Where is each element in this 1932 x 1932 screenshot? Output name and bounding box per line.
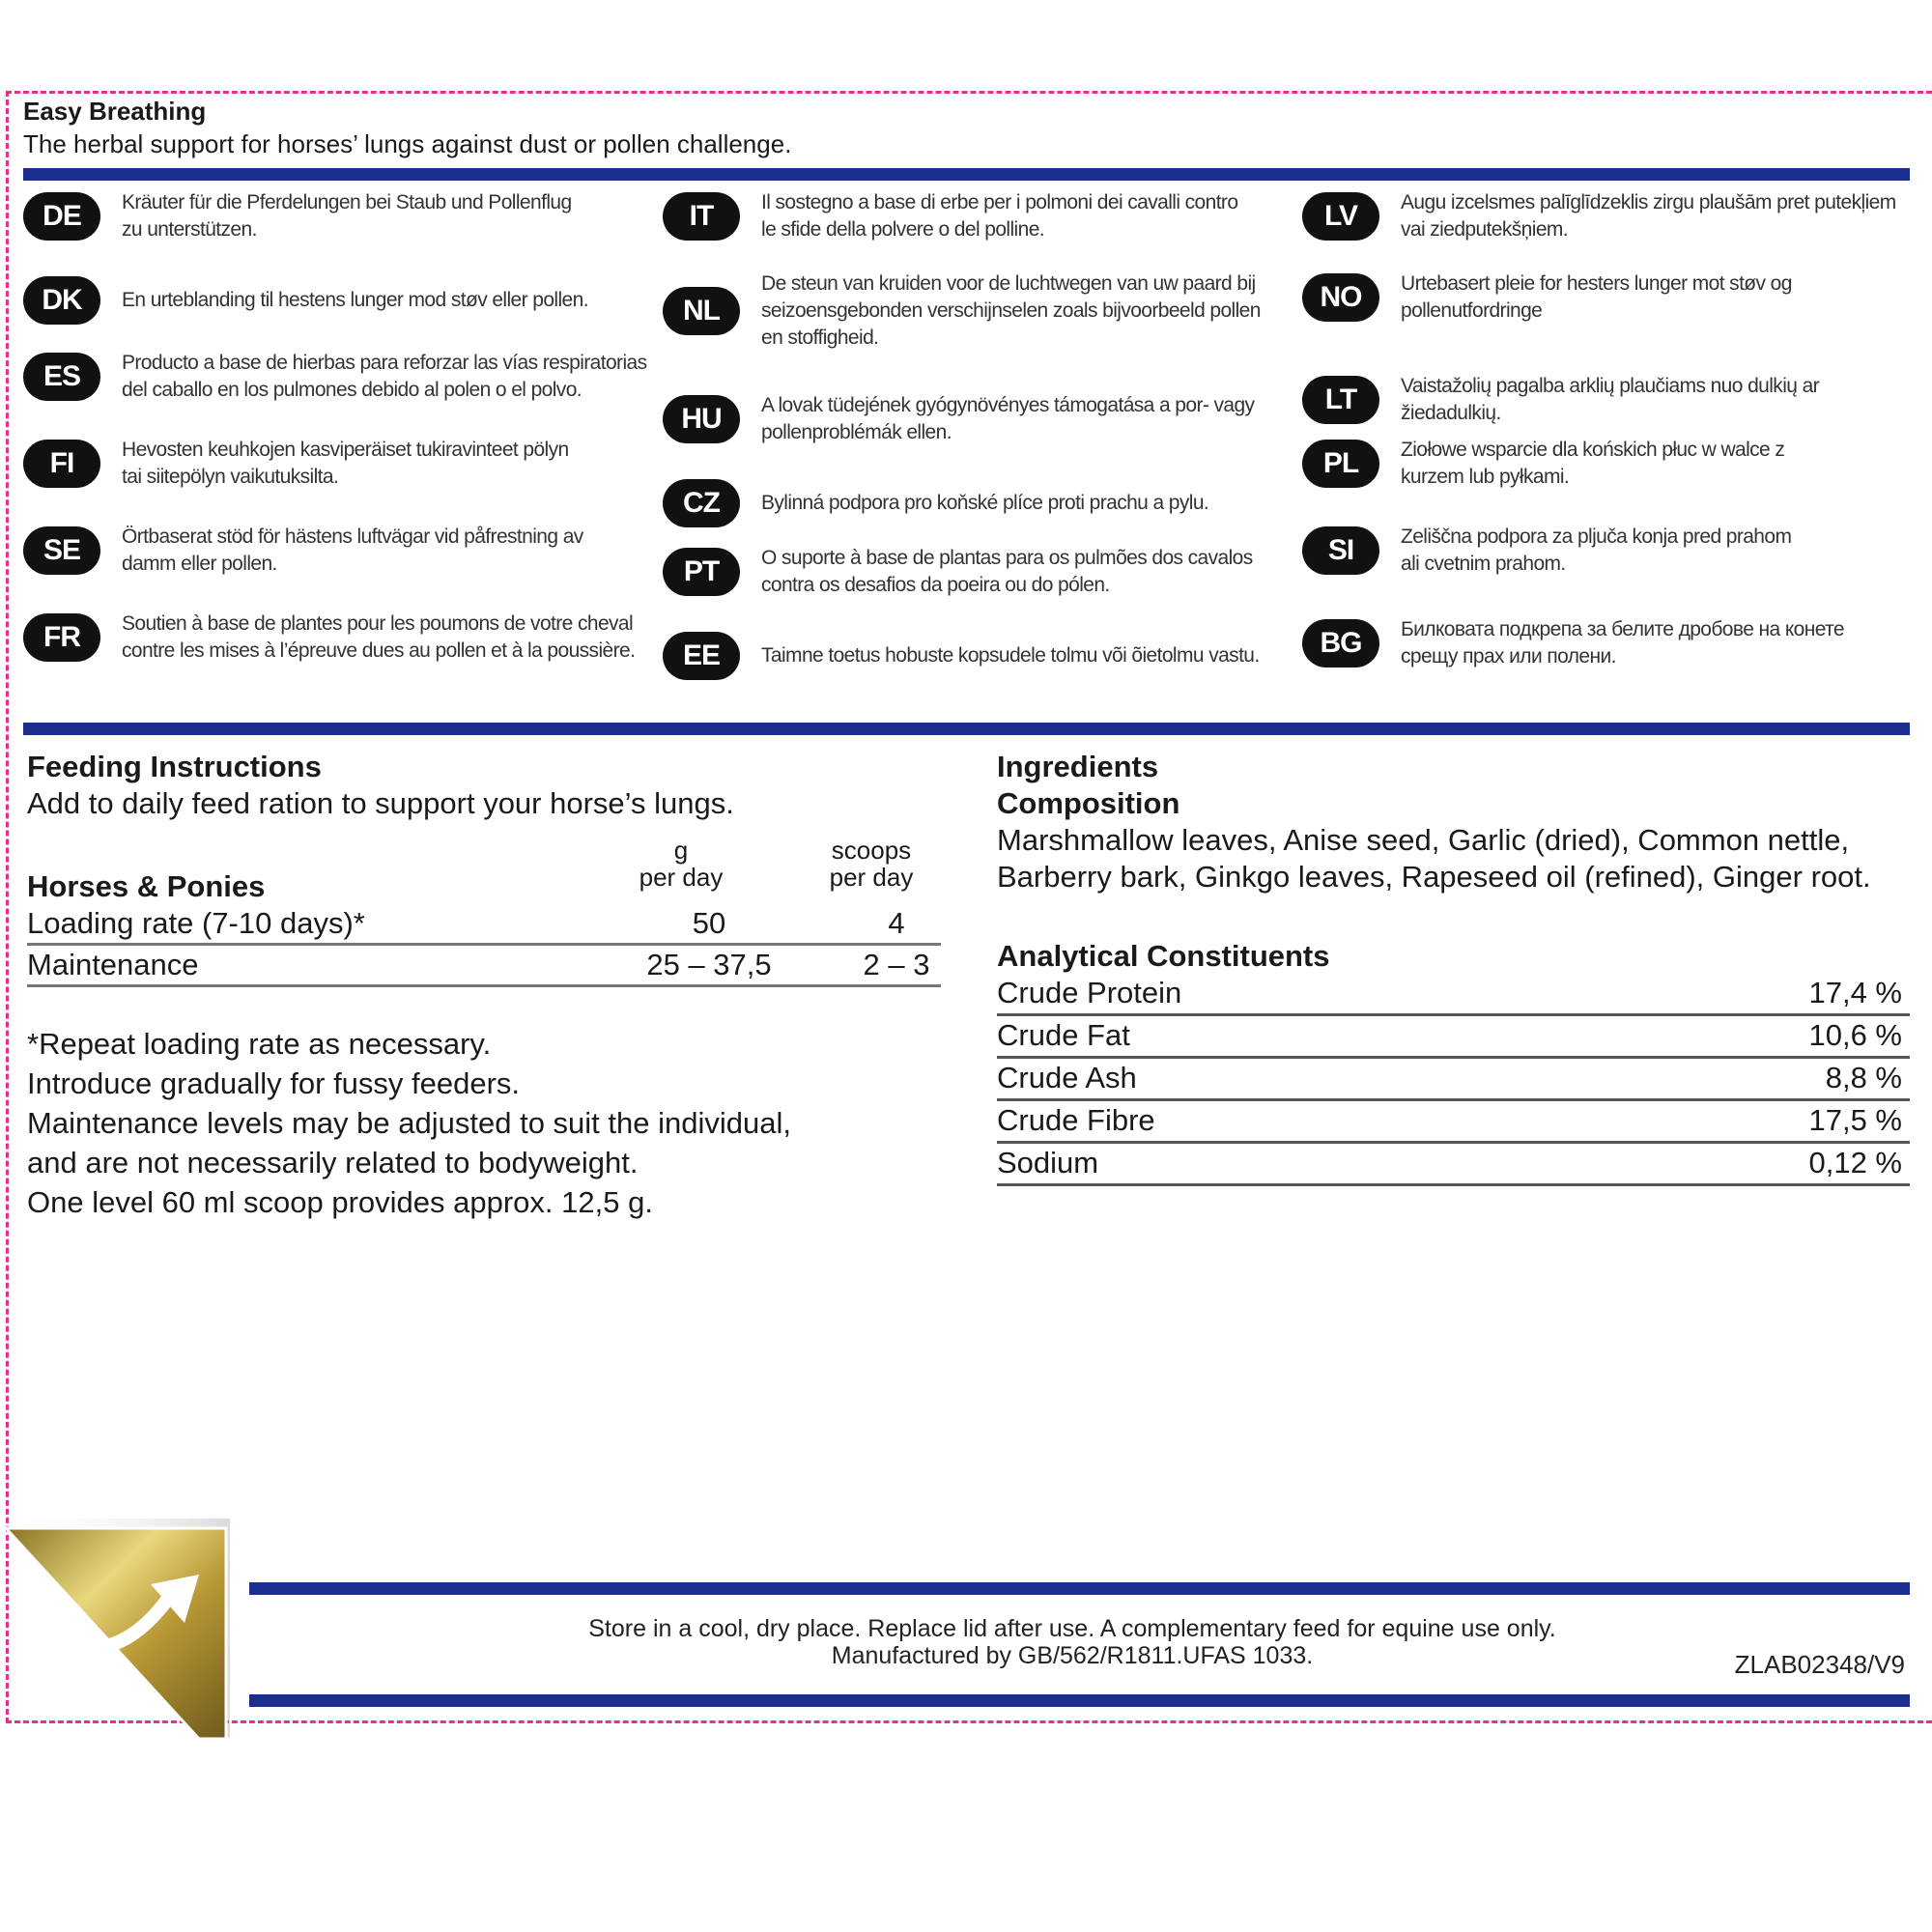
column-grams-header: g per day	[639, 836, 724, 892]
row-scoops: 4	[888, 906, 905, 940]
language-badge: IT	[663, 192, 740, 241]
language-text: Urtebasert pleie for hesters lunger mot støv og pollenutfordringe	[1401, 272, 1792, 322]
middle-rule	[23, 723, 1910, 735]
language-row-lv	[1302, 189, 1920, 243]
composition-line-2: Barberry bark, Ginkgo leaves, Rapeseed oil (refined), Ginger root.	[997, 860, 1871, 894]
composition-line-1: Marshmallow leaves, Anise seed, Garlic (dried), Common nettle,	[997, 823, 1850, 857]
top-rule	[23, 168, 1910, 181]
row-label: Loading rate (7-10 days)*	[27, 906, 365, 940]
language-badge: PL	[1302, 440, 1379, 488]
language-text: Il sostegno a base di erbe per i polmoni dei cavalli contro le sfide della polvere o del polline.	[761, 191, 1238, 241]
feeding-intro: Add to daily feed ration to support your horse’s lungs.	[27, 786, 734, 820]
constituent-value: 0,12 %	[1808, 1146, 1902, 1179]
language-badge: DE	[23, 192, 100, 241]
constituent-value: 17,4 %	[1808, 976, 1902, 1009]
row-grams: 25 – 37,5	[646, 948, 772, 981]
constituent-value: 10,6 %	[1808, 1018, 1902, 1052]
note-line: Maintenance levels may be adjusted to suit the individual,	[27, 1106, 791, 1140]
constituent-value: 17,5 %	[1808, 1103, 1902, 1137]
product-title: Easy Breathing	[23, 97, 207, 126]
constituent-name: Crude Fat	[997, 1018, 1130, 1052]
language-row-bg	[1302, 616, 1920, 670]
language-badge: SI	[1302, 526, 1379, 575]
language-column-2	[663, 189, 1300, 682]
language-badge: FI	[23, 440, 100, 488]
language-text: Vaistažolių pagalba arklių plaučiams nuo dulkių ar žiedadulkių.	[1401, 375, 1820, 424]
language-row-dk	[23, 276, 661, 325]
composition-heading: Composition	[997, 786, 1180, 820]
feeding-notes	[27, 1024, 791, 1222]
language-text: De steun van kruiden voor de luchtwegen van uw paard bij seizoensgebonden verschijnselen zoals bijvoorbeeld pollen en stoffigheid.	[761, 272, 1261, 349]
constituent-name: Crude Ash	[997, 1061, 1137, 1094]
language-row-no	[1302, 270, 1920, 325]
constituents-table	[997, 976, 1910, 1188]
language-text: A lovak tüdejének gyógynövényes támogatása a por- vagy pollenproblémák ellen.	[761, 394, 1255, 443]
note-line: Introduce gradually for fussy feeders.	[27, 1066, 521, 1100]
ingredients-heading: Ingredients	[997, 750, 1159, 783]
language-row-it	[663, 189, 1300, 243]
footer-bottom-rule	[249, 1694, 1910, 1707]
language-badge: NO	[1302, 273, 1379, 322]
note-line: and are not necessarily related to bodyweight.	[27, 1146, 639, 1179]
language-text: Zeliščna podpora za pljuča konja pred prahom ali cvetnim prahom.	[1401, 526, 1792, 575]
language-badge: CZ	[663, 479, 740, 527]
language-text: Augu izcelsmes palīglīdzeklis zirgu plaušām pret putekļiem vai ziedputekšņiem.	[1401, 191, 1896, 241]
language-row-hu	[663, 392, 1300, 446]
language-column-3	[1302, 189, 1920, 682]
language-text: Bylinná podpora pro koňské plíce proti prachu a pylu.	[761, 492, 1209, 514]
language-row-pl	[1302, 437, 1920, 491]
label-code: ZLAB02348/V9	[1734, 1650, 1905, 1679]
note-line: *Repeat loading rate as necessary.	[27, 1027, 492, 1061]
language-row-nl	[663, 270, 1300, 352]
language-row-lt	[1302, 373, 1920, 427]
language-text: Kräuter für die Pferdelungen bei Staub und Pollenflug zu unterstützen.	[122, 191, 572, 241]
feeding-table	[27, 904, 941, 987]
language-text: Hevosten keuhkojen kasviperäiset tukiravinteet pölyn tai siitepölyn vaikutuksilta.	[122, 439, 569, 488]
language-text: Ziołowe wsparcie dla końskich płuc w walce z kurzem lub pyłkami.	[1401, 439, 1785, 488]
column-scoops-header: scoops per day	[829, 836, 914, 892]
constituent-name: Crude Protein	[997, 976, 1182, 1009]
storage-line-2: Manufactured by GB/562/R1811.UFAS 1033.	[831, 1642, 1314, 1669]
language-badge: LT	[1302, 376, 1379, 424]
row-label: Maintenance	[27, 948, 199, 981]
footer-top-rule	[249, 1582, 1910, 1595]
language-text: Soutien à base de plantes pour les poumons de votre cheval contre les mises à l’épreuve dues au pollen et à la poussière.	[122, 612, 636, 662]
language-row-si	[1302, 524, 1920, 578]
language-row-ee	[663, 632, 1300, 680]
constituent-name: Sodium	[997, 1146, 1099, 1179]
product-subtitle: The herbal support for horses’ lungs against dust or pollen challenge.	[23, 129, 792, 158]
constituent-name: Crude Fibre	[997, 1103, 1155, 1137]
table-row	[27, 904, 941, 946]
language-row-se	[23, 524, 661, 578]
peel-corner-arrow-icon[interactable]	[6, 1519, 230, 1739]
language-badge: HU	[663, 395, 740, 443]
table-row	[997, 976, 1910, 1016]
language-row-pt	[663, 545, 1300, 599]
constituent-value: 8,8 %	[1825, 1061, 1902, 1094]
language-text: En urteblanding til hestens lunger mod støv eller pollen.	[122, 289, 588, 311]
language-text: Örtbaserat stöd för hästens luftvägar vid påfrestning av damm eller pollen.	[122, 526, 583, 575]
table-row	[997, 1018, 1910, 1059]
language-row-es	[23, 350, 661, 404]
language-column-1	[23, 189, 661, 682]
language-badge: PT	[663, 548, 740, 596]
language-badge: SE	[23, 526, 100, 575]
row-grams: 50	[692, 906, 726, 940]
language-badge: EE	[663, 632, 740, 680]
language-row-fr	[23, 611, 661, 665]
language-badge: FR	[23, 613, 100, 662]
analytical-heading: Analytical Constituents	[997, 939, 1330, 973]
language-row-fi	[23, 437, 661, 491]
feeding-group-heading: Horses & Ponies	[27, 869, 266, 903]
language-text: Taimne toetus hobuste kopsudele tolmu või õietolmu vastu.	[761, 644, 1260, 667]
row-scoops: 2 – 3	[863, 948, 930, 981]
language-badge: DK	[23, 276, 100, 325]
language-row-cz	[663, 479, 1300, 527]
feeding-heading: Feeding Instructions	[27, 750, 322, 783]
language-text: O suporte à base de plantas para os pulmões dos cavalos contra os desafios da poeira ou do pólen.	[761, 547, 1253, 596]
storage-line-1: Store in a cool, dry place. Replace lid after use. A complementary feed for equine use only.	[588, 1615, 1556, 1642]
table-row	[997, 1103, 1910, 1144]
language-badge: LV	[1302, 192, 1379, 241]
language-text: Producto a base de hierbas para reforzar las vías respiratorias del caballo en los pulmones debido al polen o el polvo.	[122, 352, 647, 401]
language-badge: BG	[1302, 619, 1379, 668]
language-grid	[23, 189, 1917, 682]
note-line: One level 60 ml scoop provides approx. 12,5 g.	[27, 1185, 653, 1219]
language-badge: NL	[663, 287, 740, 335]
language-row-de	[23, 189, 661, 243]
language-text: Билковата подкрепа за белите дробове на конете срещу прах или полени.	[1401, 618, 1844, 668]
storage-instructions	[541, 1615, 1604, 1669]
table-row	[997, 1146, 1910, 1186]
table-row	[27, 946, 941, 987]
language-badge: ES	[23, 353, 100, 401]
table-row	[997, 1061, 1910, 1101]
